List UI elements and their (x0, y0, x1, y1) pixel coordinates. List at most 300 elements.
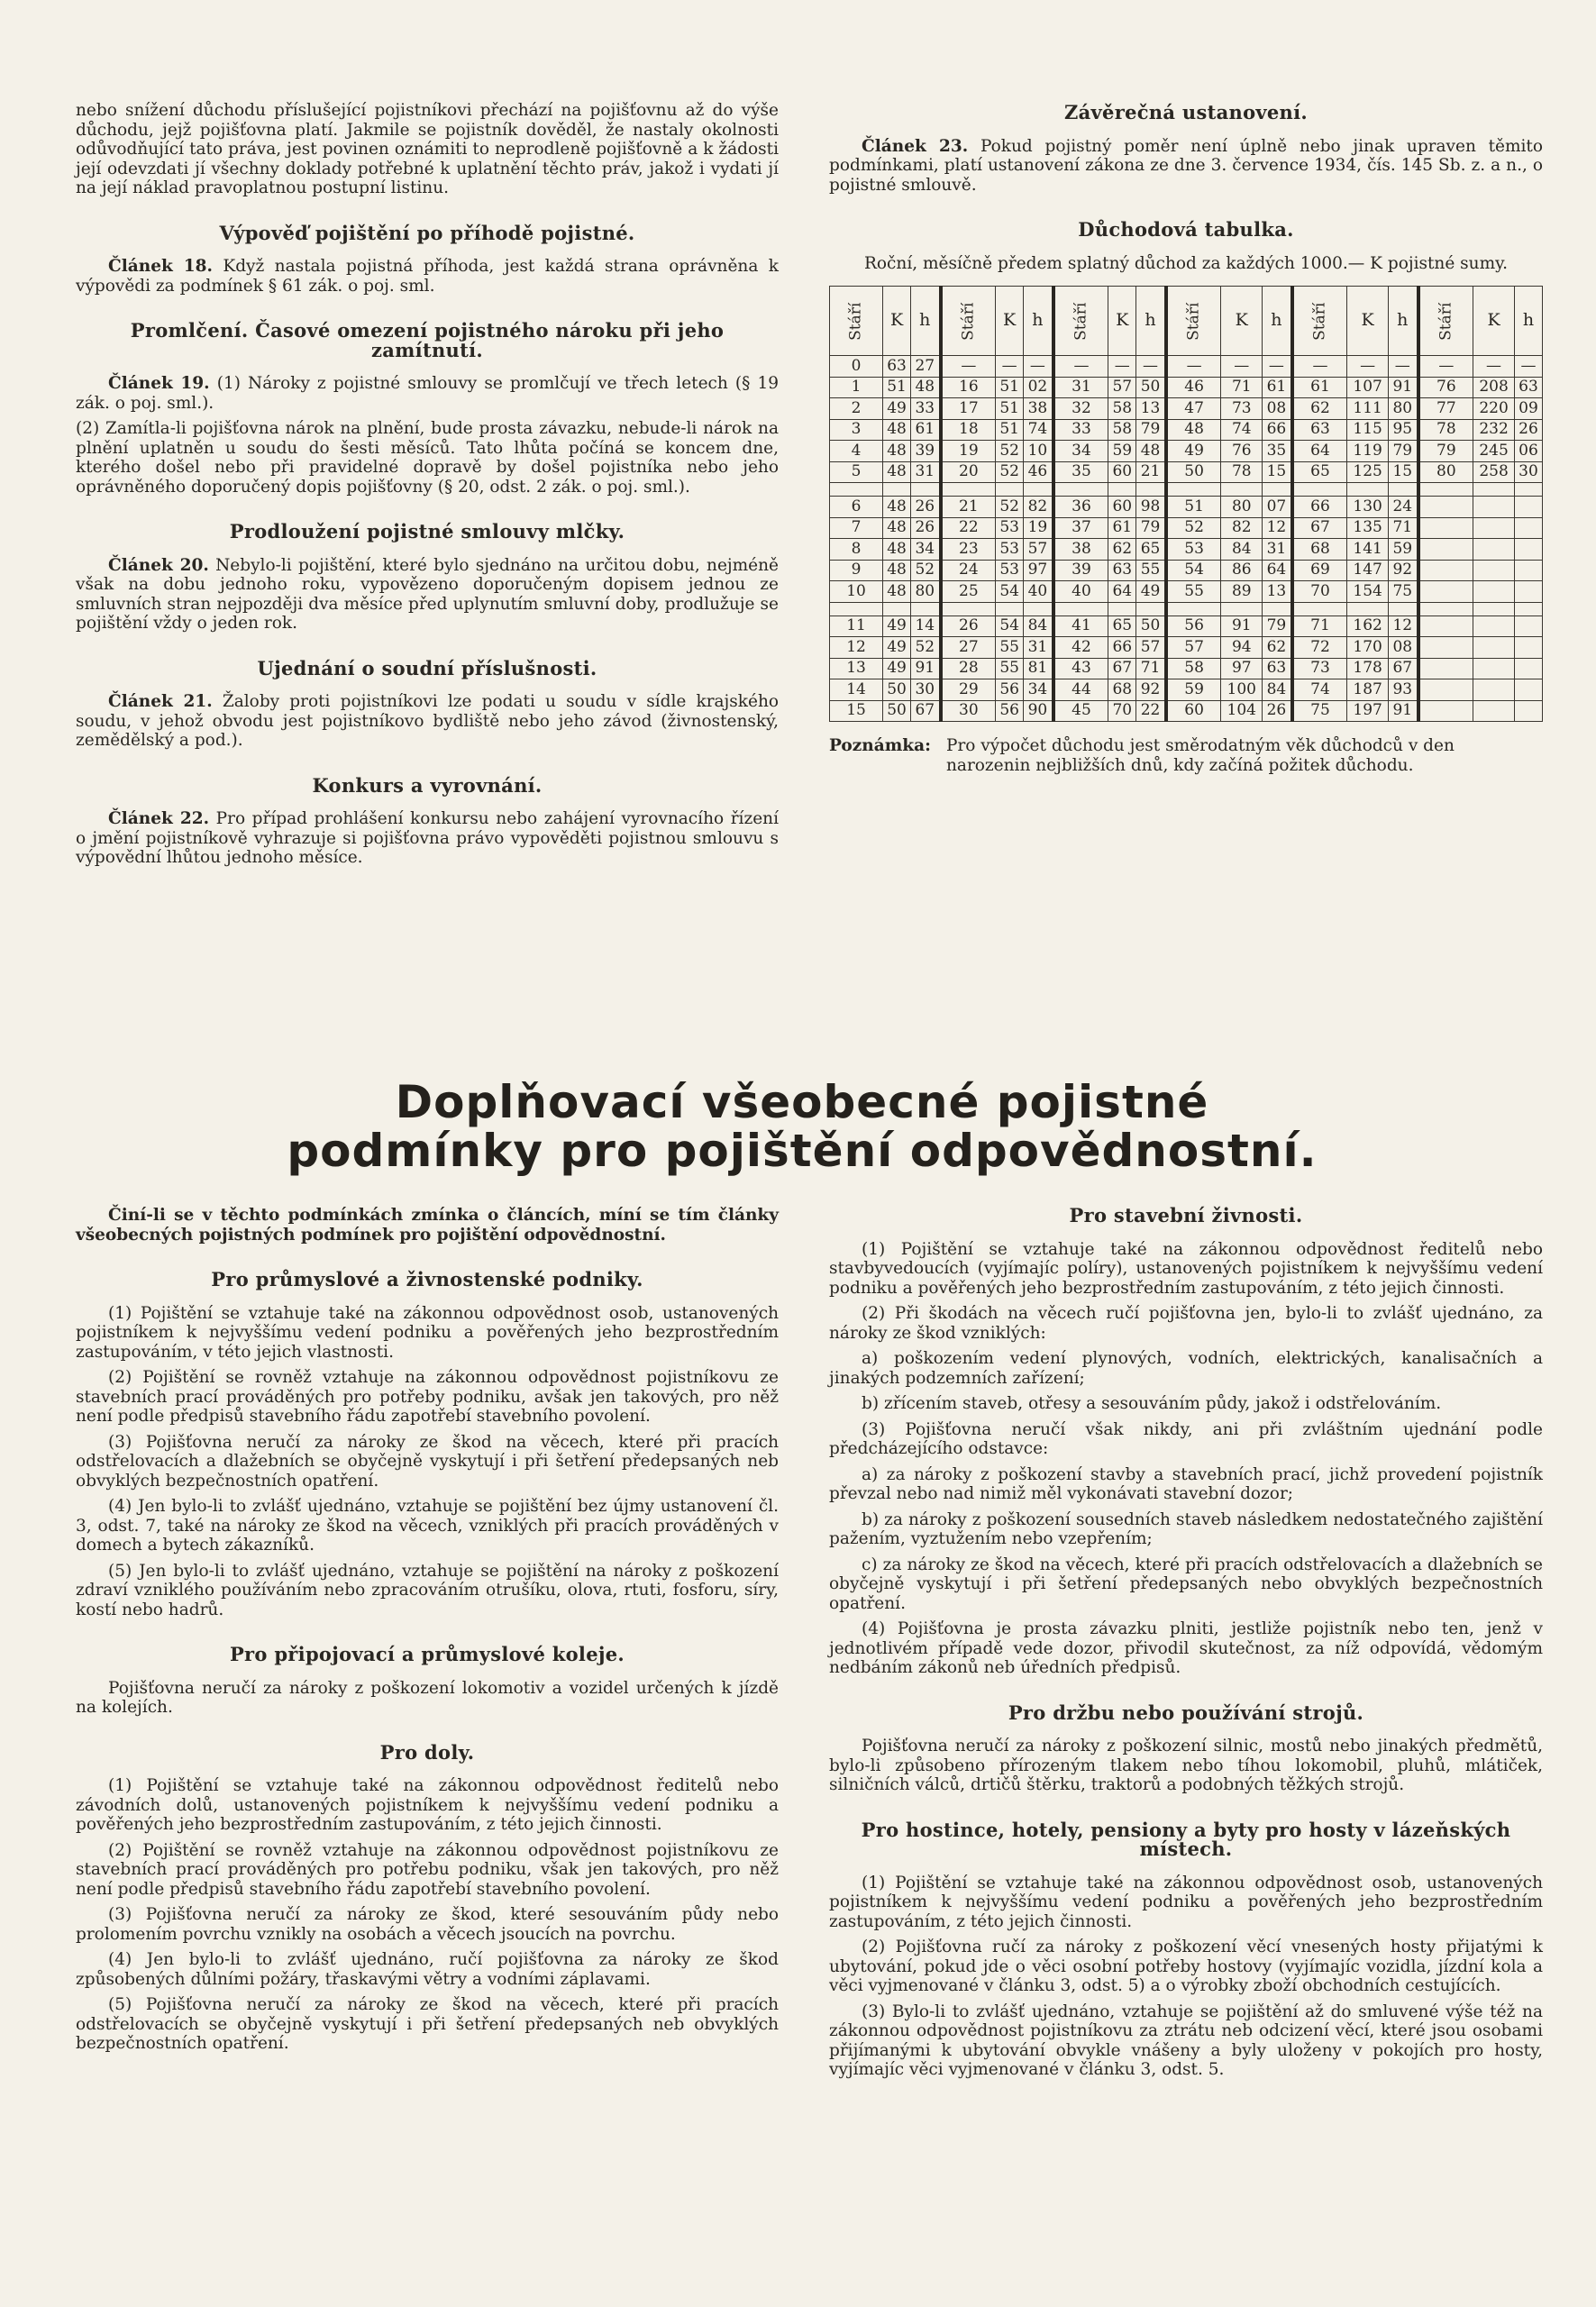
table-cell: 51 (883, 377, 911, 398)
section-heading: Konkurs a vyrovnání. (312, 773, 543, 797)
table-cell: 78 (1418, 419, 1473, 441)
table-cell (1418, 517, 1473, 539)
table-cell: 65 (1136, 539, 1166, 561)
table-cell: 52 (996, 497, 1024, 518)
table-cell (996, 602, 1024, 616)
table-cell: 62 (1292, 398, 1347, 420)
table-cell: 21 (1136, 461, 1166, 483)
section-heading: Pro držbu nebo používání strojů. (1008, 1701, 1364, 1724)
table-cell (1514, 517, 1542, 539)
header-h: h (1136, 287, 1166, 356)
table-cell (1514, 658, 1542, 679)
table-cell: 64 (1263, 560, 1292, 581)
table-cell (1166, 483, 1221, 497)
table-cell (1473, 483, 1515, 497)
table-cell: 0 (830, 356, 883, 378)
table-cell: 60 (1108, 497, 1136, 518)
article-20 (76, 556, 779, 634)
table-cell (830, 602, 883, 616)
table-row (830, 679, 1543, 701)
table-cell: 41 (1053, 616, 1108, 637)
table-cell: 245 (1473, 441, 1515, 462)
table-cell: 40 (1024, 581, 1053, 603)
header-k: K (1108, 287, 1136, 356)
table-cell: 31 (1024, 637, 1053, 659)
main-title: Doplňovací všeobecné pojistné podmínky pro pojištění odpovědnostní. (287, 1076, 1318, 1177)
table-row (830, 419, 1543, 441)
table-cell: 21 (941, 497, 996, 518)
table-cell: 34 (911, 539, 941, 561)
table-cell: 15 (1389, 461, 1418, 483)
article-text: Žaloby proti pojistníkovi lze podati u soudu v sídle krajského soudu, v jehož obvodu jest pojistníkovo bydliště nebo jeho závod (živnostenský, zemědělský a pod.). (76, 692, 780, 750)
table-cell (1389, 602, 1418, 616)
table-cell: 52 (1166, 517, 1221, 539)
table-cell (830, 483, 883, 497)
table-cell: 141 (1347, 539, 1389, 561)
table-cell: 57 (1136, 637, 1166, 659)
table-cell: 54 (996, 581, 1024, 603)
table-cell (1108, 483, 1136, 497)
table-cell: 14 (911, 616, 941, 637)
table-cell: 71 (1389, 517, 1418, 539)
table-cell: — (1108, 356, 1136, 378)
table-cell: 66 (1263, 419, 1292, 441)
table-cell: 22 (941, 517, 996, 539)
table-cell: 147 (1347, 560, 1389, 581)
table-cell: 15 (1263, 461, 1292, 483)
table-cell (941, 602, 996, 616)
table-cell: 51 (996, 419, 1024, 441)
header-h: h (1389, 287, 1418, 356)
left-bottom-column (76, 1206, 779, 2060)
table-row (830, 539, 1543, 561)
article-label: Článek 22. (108, 809, 210, 828)
table-cell: 52 (911, 637, 941, 659)
section-heading: Pro připojovací a průmyslové koleje. (229, 1643, 625, 1665)
table-cell: 74 (1024, 419, 1053, 441)
table-cell (1514, 560, 1542, 581)
table-cell: 10 (830, 581, 883, 603)
table-cell: 02 (1024, 377, 1053, 398)
table-cell (941, 483, 996, 497)
paragraph: (1) Pojištění se vztahuje také na zákonnou odpovědnost osob, ustanovených pojistníkem k nejvyššímu vedení podniku a pověřených jeho bezprostředním zastupováním, z této jejich činnosti. (829, 1873, 1543, 1931)
table-cell (1514, 539, 1542, 561)
table-cell (1024, 483, 1053, 497)
table-cell: — (941, 356, 996, 378)
table-cell: 6 (830, 497, 883, 518)
table-cell: 19 (1024, 517, 1053, 539)
table-cell: — (1221, 356, 1263, 378)
table-cell: 50 (883, 700, 911, 722)
table-body (830, 356, 1543, 722)
table-cell: 115 (1347, 419, 1389, 441)
table-cell: — (1024, 356, 1053, 378)
table-cell (1473, 658, 1515, 679)
table-cell: 49 (883, 398, 911, 420)
paragraph: a) poškozením vedení plynových, vodních, elektrických, kanalisačních a jinakých podzemních zařízení; (829, 1349, 1543, 1388)
table-cell: 26 (1263, 700, 1292, 722)
table-cell: 61 (1292, 377, 1347, 398)
table-cell: 53 (996, 539, 1024, 561)
table-cell (1418, 658, 1473, 679)
table-cell: 95 (1389, 419, 1418, 441)
table-cell: 77 (1418, 398, 1473, 420)
table-cell (996, 483, 1024, 497)
table-cell: 27 (941, 637, 996, 659)
table-cell (1166, 602, 1221, 616)
paragraph: Pojišťovna neručí za nároky z poškození lokomotiv a vozidel určených k jízdě na kolejích. (76, 1678, 779, 1717)
paragraph: (5) Pojišťovna neručí za nároky ze škod na věcech, které při pracích odstřelovacích se obyčejně vyskytují i při šetření předepsaných neb obvyklých bezpečnostních opatření. (76, 1995, 779, 2053)
table-cell (1418, 616, 1473, 637)
table-cell: 97 (1024, 560, 1053, 581)
table-cell: 80 (1418, 461, 1473, 483)
table-cell (1292, 483, 1347, 497)
table-cell (1473, 616, 1515, 637)
table-cell: 84 (1221, 539, 1263, 561)
table-cell: 220 (1473, 398, 1515, 420)
article-text: (2) Zamítla-li pojišťovna nárok na plnění, bude prosta závazku, nebude-li nárok na plnění uplatněn u soudu do šesti měsíců. Tato lhůta počíná se koncem dne, kterého došel nebo při pravidelné dopravě by došel pojistníka nebo jeho oprávněného doporučený dopis pojišťovny (§ 20, odst. 2 zák. o poj. sml.). (76, 419, 779, 497)
table-cell: 111 (1347, 398, 1389, 420)
table-cell: 45 (1053, 700, 1108, 722)
table-cell: 60 (1108, 461, 1136, 483)
article-text: Nebylo-li pojištění, které bylo sjednáno na určitou dobu, nejméně však na dobu jednoho roku, vypovězeno doporučeným dopisem jednou ze smluvních stran nejpozději dva měsíce před uplynutím smluvní doby, prodlužuje se pojištění vždy o jeden rok. (76, 555, 779, 633)
table-cell: 66 (1108, 637, 1136, 659)
paragraph: (4) Jen bylo-li to zvlášť ujednáno, ručí pojišťovna za nároky ze škod způsobených důlními požáry, třaskavými větry a vodními záplavami. (76, 1950, 779, 1989)
table-cell: 10 (1024, 441, 1053, 462)
table-cell: 43 (1053, 658, 1108, 679)
article-19 (76, 374, 779, 413)
table-cell (1389, 483, 1418, 497)
table-cell: 16 (941, 377, 996, 398)
table-cell: 119 (1347, 441, 1389, 462)
table-cell: 06 (1514, 441, 1542, 462)
table-cell (911, 602, 941, 616)
note-text: Pro výpočet důchodu jest směrodatným věk důchodců v den narozenin nejbližších dnů, kdy začíná požitek důchodu. (946, 736, 1455, 775)
table-row (830, 441, 1543, 462)
table-cell: 3 (830, 419, 883, 441)
table-cell: 20 (941, 461, 996, 483)
table-row (830, 517, 1543, 539)
table-cell: 53 (996, 560, 1024, 581)
table-cell: 36 (1053, 497, 1108, 518)
table-cell: 12 (1389, 616, 1418, 637)
table-cell: 19 (941, 441, 996, 462)
paragraph: a) za nároky z poškození stavby a stavebních prací, jichž provedení pojistník převzal nebo nad nimiž měl vykonávati stavební dozor; (829, 1464, 1543, 1503)
table-cell: 64 (1292, 441, 1347, 462)
table-cell: 48 (911, 377, 941, 398)
table-cell: 89 (1221, 581, 1263, 603)
table-cell: 33 (911, 398, 941, 420)
table-cell: 162 (1347, 616, 1389, 637)
section-heading: Pro hostince, hotely, pensiony a byty pro hosty v lázeňských místech. (861, 1818, 1511, 1860)
table-cell: 28 (941, 658, 996, 679)
article-label: Článek 19. (108, 374, 210, 393)
table-row (830, 581, 1543, 603)
table-cell (1024, 602, 1053, 616)
table-cell (1221, 602, 1263, 616)
table-cell: 92 (1136, 679, 1166, 701)
table-cell: 70 (1292, 581, 1347, 603)
paragraph: (4) Pojišťovna je prosta závazku plniti, jestliže pojistník nebo ten, jenž v jednotlivém případě vede dozor, přivodil skutečnost, za níž odpovídá, vědomým nedbáním zákonů neb úředních předpisů. (829, 1619, 1543, 1677)
table-cell: 65 (1108, 616, 1136, 637)
table-cell: 30 (941, 700, 996, 722)
table-row (830, 658, 1543, 679)
table-cell: 39 (911, 441, 941, 462)
table-cell: 187 (1347, 679, 1389, 701)
table-cell (1263, 602, 1292, 616)
table-cell: 55 (1136, 560, 1166, 581)
header-age: Stáří (1418, 287, 1473, 356)
article-22 (76, 809, 779, 868)
table-cell (1418, 497, 1473, 518)
article-21 (76, 692, 779, 751)
table-cell: 48 (883, 497, 911, 518)
paragraph: (3) Bylo-li to zvlášť ujednáno, vztahuje se pojištění až do smluvené výše též na zákonnou odpovědnost pojistníkovu za ztrátu neb odcizení věcí, které jsou osobami přijímanými k ubytování obvykle vnášeny a byly uloženy v pokojích pro hosty, vyjímajíc věci vyjmenované v článku 3, odst. 5. (829, 2002, 1543, 2079)
table-cell: 91 (1389, 700, 1418, 722)
table-cell: 130 (1347, 497, 1389, 518)
table-cell: — (1347, 356, 1389, 378)
table-cell: 61 (1263, 377, 1292, 398)
table-cell: 79 (1418, 441, 1473, 462)
table-cell: 63 (1263, 658, 1292, 679)
table-cell: 79 (1389, 441, 1418, 462)
paragraph: (2) Pojišťovna ručí za nároky z poškození věcí vnesených hosty přijatými k ubytování, pokud jde o věci osobní potřeby hostovy (vyjímajíc vozidla, jízdní kola a věci vyjmenované v článku 3, odst. 5) a o výrobky zboží obchodních cestujících. (829, 1938, 1543, 1995)
table-cell: 4 (830, 441, 883, 462)
table-cell (1514, 637, 1542, 659)
table-cell (1473, 679, 1515, 701)
header-k: K (1347, 287, 1389, 356)
table-cell (1136, 602, 1166, 616)
table-cell: 26 (911, 517, 941, 539)
table-cell: 104 (1221, 700, 1263, 722)
header-age: Stáří (1166, 287, 1221, 356)
table-cell: 59 (1166, 679, 1221, 701)
table-cell: 40 (1053, 581, 1108, 603)
table-cell: 84 (1024, 616, 1053, 637)
article-label: Článek 18. (108, 257, 213, 276)
table-cell: 24 (1389, 497, 1418, 518)
table-cell: 9 (830, 560, 883, 581)
annuity-table (829, 286, 1543, 722)
table-gap-row (830, 483, 1543, 497)
table-cell: 82 (1024, 497, 1053, 518)
table-cell: 70 (1108, 700, 1136, 722)
table-cell: 55 (1166, 581, 1221, 603)
table-cell: 13 (1136, 398, 1166, 420)
table-cell: 1 (830, 377, 883, 398)
table-cell: 7 (830, 517, 883, 539)
right-bottom-column (829, 1206, 1543, 2086)
section-heading: Výpověď pojištění po příhodě pojistné. (219, 221, 635, 244)
table-cell: 56 (996, 679, 1024, 701)
header-age: Stáří (941, 287, 996, 356)
table-cell: 25 (941, 581, 996, 603)
table-cell: 79 (1136, 517, 1166, 539)
table-cell: 90 (1024, 700, 1053, 722)
table-header-row (830, 287, 1543, 356)
article-label: Článek 20. (108, 555, 209, 575)
section-heading: Prodloužení pojistné smlouvy mlčky. (229, 520, 625, 543)
table-cell: 18 (941, 419, 996, 441)
table-cell: 74 (1221, 419, 1263, 441)
table-cell (1263, 483, 1292, 497)
table-row (830, 700, 1543, 722)
table-cell: — (1263, 356, 1292, 378)
table-cell: — (1053, 356, 1108, 378)
table-cell: 38 (1053, 539, 1108, 561)
table-cell (1514, 616, 1542, 637)
paragraph: (1) Pojištění se vztahuje také na zákonnou odpovědnost osob, ustanovených pojistníkem k nejvyššímu vedení podniku a pověřených jeho bezprostředním zastupováním, v této jejich vlastnosti. (76, 1303, 779, 1362)
table-cell: 71 (1136, 658, 1166, 679)
table-cell: 49 (1136, 581, 1166, 603)
table-cell: 68 (1292, 539, 1347, 561)
table-cell (883, 602, 911, 616)
table-cell: 50 (1166, 461, 1221, 483)
table-cell (1347, 483, 1389, 497)
table-cell: — (1418, 356, 1473, 378)
table-cell: 48 (1166, 419, 1221, 441)
table-cell: 82 (1221, 517, 1263, 539)
table-cell: 34 (1053, 441, 1108, 462)
table-cell: — (1292, 356, 1347, 378)
table-cell: 74 (1292, 679, 1347, 701)
table-cell (1418, 602, 1473, 616)
table-cell: 26 (941, 616, 996, 637)
table-caption: Roční, měsíčně předem splatný důchod za každých 1000.— K pojistné sumy. (863, 253, 1508, 273)
table-cell: 50 (1136, 616, 1166, 637)
table-cell: 2 (830, 398, 883, 420)
table-cell: 33 (1053, 419, 1108, 441)
table-cell: 61 (1108, 517, 1136, 539)
table-cell: 58 (1108, 419, 1136, 441)
table-cell: 64 (1108, 581, 1136, 603)
table-row (830, 461, 1543, 483)
table-cell: 80 (1221, 497, 1263, 518)
table-cell: 81 (1024, 658, 1053, 679)
table-cell: 50 (1136, 377, 1166, 398)
table-cell: 53 (1166, 539, 1221, 561)
table-cell (1418, 637, 1473, 659)
paragraph: (5) Jen bylo-li to zvlášť ujednáno, vztahuje se pojištění na nároky z poškození zdraví vzniklého používáním nebo zpracováním otrušíku, olova, rtuti, fosforu, síry, kostí nebo hadrů. (76, 1561, 779, 1619)
table-cell: 15 (830, 700, 883, 722)
table-cell: 46 (1024, 461, 1053, 483)
table-cell: 49 (883, 658, 911, 679)
table-row (830, 377, 1543, 398)
table-cell (1473, 700, 1515, 722)
table-cell (1418, 483, 1473, 497)
table-row (830, 616, 1543, 637)
section-heading: Promlčení. Časové omezení pojistného nároku při jeho zamítnutí. (130, 319, 725, 361)
paragraph: (4) Jen bylo-li to zvlášť ujednáno, vztahuje se pojištění bez újmy ustanovení čl. 3, odst. 7, také na nároky ze škod na věcech, vzniklých při pracích prováděných v domech a bytech zákazníků. (76, 1497, 779, 1555)
table-cell: 93 (1389, 679, 1418, 701)
table-cell: 63 (883, 356, 911, 378)
table-cell: 52 (996, 461, 1024, 483)
table-cell: 79 (1263, 616, 1292, 637)
table-cell (1473, 602, 1515, 616)
intro-paragraph: nebo snížení důchodu příslušející pojistníkovi přechází na pojišťovnu až do výše důchodu, jejž pojišťovna platí. Jakmile se pojistník dověděl, že nastaly okolnosti odůvodňující tato práva, jest povinen oznámiti to neprodleně pojišťovně a k žádosti její odevzdati jí všechny doklady potřebné k uplatnění těchto práv, jakož i vydati jí na její náklad pravoplatnou postupní listinu. (76, 101, 779, 197)
table-cell: 54 (996, 616, 1024, 637)
table-cell: 22 (1136, 700, 1166, 722)
table-cell (1473, 517, 1515, 539)
table-cell: 73 (1292, 658, 1347, 679)
section-heading: Pro doly. (379, 1740, 475, 1764)
table-cell: 48 (883, 419, 911, 441)
table-cell: 52 (996, 441, 1024, 462)
table-cell: 60 (1166, 700, 1221, 722)
table-cell: 34 (1024, 679, 1053, 701)
table-row (830, 356, 1543, 378)
section-heading: Ujednání o soudní příslušnosti. (257, 656, 597, 679)
table-row (830, 560, 1543, 581)
table-cell (1514, 700, 1542, 722)
table-cell: 59 (1108, 441, 1136, 462)
note-label: Poznámka: (829, 736, 931, 755)
table-cell: 29 (941, 679, 996, 701)
paragraph: (3) Pojišťovna neručí za nároky ze škod, které sesouváním půdy nebo prolomením povrchu vznikly na osobách a věcech jsoucích na povrchu. (76, 1905, 779, 1944)
table-cell: 69 (1292, 560, 1347, 581)
paragraph: Pojišťovna neručí za nároky z poškození silnic, mostů nebo jinakých předmětů, bylo-li způsobeno přírozeným tlakem nebo tíhou lokomobil, pluhů, mlátiček, silničních válců, drtičů štěrku, traktorů a podobných těžkých strojů. (829, 1737, 1543, 1794)
table-cell: 35 (1053, 461, 1108, 483)
table-cell: 86 (1221, 560, 1263, 581)
left-top-column (76, 101, 779, 874)
table-cell: 26 (911, 497, 941, 518)
article-text: Pro případ prohlášení konkursu nebo zahájení vyrovnacího řízení o jmění pojistníkově vyhrazuje si pojišťovna právo vypověděti pojistnou smlouvu s výpovědní lhůtou jednoho měsíce. (76, 809, 779, 867)
table-cell: 50 (883, 679, 911, 701)
table-cell: 13 (830, 658, 883, 679)
table-cell: 5 (830, 461, 883, 483)
table-cell: 48 (883, 539, 911, 561)
table-cell: 08 (1263, 398, 1292, 420)
table-cell: 94 (1221, 637, 1263, 659)
table-cell: 51 (996, 398, 1024, 420)
table-cell: 80 (1389, 398, 1418, 420)
table-cell: 72 (1292, 637, 1347, 659)
table-cell: — (1166, 356, 1221, 378)
table-cell: 57 (1024, 539, 1053, 561)
table-cell: 12 (1263, 517, 1292, 539)
table-cell: 92 (1389, 560, 1418, 581)
table-cell: 55 (996, 637, 1024, 659)
table-cell: 135 (1347, 517, 1389, 539)
table-cell: 62 (1263, 637, 1292, 659)
table-cell: 54 (1166, 560, 1221, 581)
table-cell: 57 (1166, 637, 1221, 659)
table-cell: 27 (911, 356, 941, 378)
table-cell (1136, 483, 1166, 497)
table-cell (1473, 581, 1515, 603)
table-cell: 46 (1166, 377, 1221, 398)
table-cell: 232 (1473, 419, 1515, 441)
table-cell: 258 (1473, 461, 1515, 483)
table-cell: 208 (1473, 377, 1515, 398)
table-cell: 100 (1221, 679, 1263, 701)
article-text: (1) Nároky z pojistné smlouvy se promlčují ve třech letech (§ 19 zák. o poj. sml.). (76, 374, 780, 413)
table-cell: 52 (911, 560, 941, 581)
paragraph: (1) Pojištění se vztahuje také na zákonnou odpovědnost ředitelů nebo stavbyvedoucích (vyjímajíc políry), ustanovených pojistníkem k nejvyššímu vedení podniku a pověřených jeho bezprostředním zastupováním, z této jejich činnosti. (829, 1239, 1543, 1298)
table-cell: 197 (1347, 700, 1389, 722)
table-cell: 68 (1108, 679, 1136, 701)
table-cell: 48 (883, 441, 911, 462)
header-h: h (1514, 287, 1542, 356)
table-cell: 49 (1166, 441, 1221, 462)
header-k: K (883, 287, 911, 356)
table-cell (1473, 497, 1515, 518)
table-cell: 56 (1166, 616, 1221, 637)
table-cell: 12 (830, 637, 883, 659)
paragraph: (2) Při škodách na věcech ručí pojišťovna jen, bylo-li to zvlášť ujednáno, za nároky ze škod vzniklých: (829, 1304, 1543, 1343)
table-cell: 71 (1292, 616, 1347, 637)
paragraph: (3) Pojišťovna neručí však nikdy, ani při zvláštním ujednání podle předcházejícího odstavce: (829, 1419, 1543, 1458)
